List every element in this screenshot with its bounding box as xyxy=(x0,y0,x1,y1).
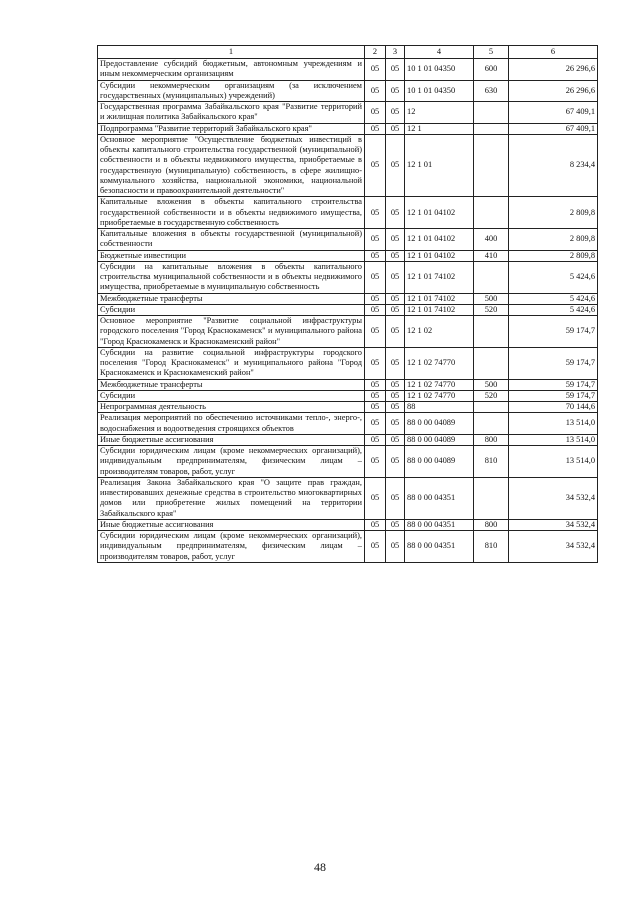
row-name-cell: Реализация Закона Забайкальского края "О защите прав граждан, инвестировавших денежные средства в строительство многоквартирных домов или приобретение жилых помещений на территории Забайкальского края" xyxy=(98,477,365,519)
table-row xyxy=(98,250,598,261)
row-section-cell: 05 xyxy=(365,519,386,530)
row-subsection-cell: 05 xyxy=(386,134,405,197)
row-target-item-cell: 12 1 02 74770 xyxy=(405,347,474,379)
table-row xyxy=(98,261,598,293)
header-col-1: 1 xyxy=(98,46,365,59)
row-expense-type-cell xyxy=(474,477,509,519)
row-name-cell: Межбюджетные трансферты xyxy=(98,293,365,304)
row-amount-cell: 34 532,4 xyxy=(509,531,598,563)
row-expense-type-cell xyxy=(474,316,509,348)
row-section-cell: 05 xyxy=(365,402,386,413)
row-name-cell: Реализация мероприятий по обеспечению источниками тепло-, энерго-, водоснабжения и водоотведения строящихся объектов xyxy=(98,413,365,435)
row-expense-type-cell: 400 xyxy=(474,229,509,251)
row-name-cell: Непрограммная деятельность xyxy=(98,402,365,413)
row-amount-cell: 2 809,8 xyxy=(509,197,598,229)
row-section-cell: 05 xyxy=(365,80,386,102)
row-target-item-cell: 12 1 02 xyxy=(405,316,474,348)
row-name-cell: Основное мероприятие "Развитие социальной инфраструктуры городского поселения "Город Краснокаменск" и муниципального района "Город Краснокаменск и Краснокаменский район" xyxy=(98,316,365,348)
row-expense-type-cell: 800 xyxy=(474,519,509,530)
row-expense-type-cell: 600 xyxy=(474,59,509,81)
row-target-item-cell: 88 0 00 04089 xyxy=(405,434,474,445)
row-name-cell: Субсидии на капитальные вложения в объекты капитального строительства муниципальной собственности и в объекты недвижимого имущества, приобретаемые в муниципальную собственность xyxy=(98,261,365,293)
row-name-cell: Предоставление субсидий бюджетным, автономным учреждениям и иным некоммерческим организациям xyxy=(98,59,365,81)
row-amount-cell: 26 296,6 xyxy=(509,59,598,81)
row-expense-type-cell: 630 xyxy=(474,80,509,102)
row-expense-type-cell: 500 xyxy=(474,293,509,304)
row-target-item-cell: 10 1 01 04350 xyxy=(405,59,474,81)
row-expense-type-cell xyxy=(474,134,509,197)
row-name-cell: Субсидии xyxy=(98,304,365,315)
row-subsection-cell: 05 xyxy=(386,123,405,134)
row-section-cell: 05 xyxy=(365,434,386,445)
row-amount-cell: 26 296,6 xyxy=(509,80,598,102)
row-target-item-cell: 12 1 xyxy=(405,123,474,134)
row-target-item-cell: 12 1 01 74102 xyxy=(405,304,474,315)
row-target-item-cell: 12 1 01 04102 xyxy=(405,229,474,251)
row-target-item-cell: 88 0 00 04089 xyxy=(405,446,474,478)
row-expense-type-cell: 500 xyxy=(474,379,509,390)
row-expense-type-cell: 410 xyxy=(474,250,509,261)
table-row xyxy=(98,293,598,304)
table-row xyxy=(98,379,598,390)
row-section-cell: 05 xyxy=(365,250,386,261)
row-expense-type-cell xyxy=(474,197,509,229)
row-subsection-cell: 05 xyxy=(386,402,405,413)
header-col-3: 3 xyxy=(386,46,405,59)
row-name-cell: Капитальные вложения в объекты капитального строительства государственной собственности и в объекты недвижимого имущества, приобретаемые в государственную собственность xyxy=(98,197,365,229)
row-target-item-cell: 88 0 00 04351 xyxy=(405,477,474,519)
row-subsection-cell: 05 xyxy=(386,446,405,478)
row-amount-cell: 8 234,4 xyxy=(509,134,598,197)
row-expense-type-cell xyxy=(474,347,509,379)
table-row xyxy=(98,434,598,445)
row-section-cell: 05 xyxy=(365,59,386,81)
row-amount-cell: 2 809,8 xyxy=(509,229,598,251)
row-amount-cell: 5 424,6 xyxy=(509,261,598,293)
header-col-4: 4 xyxy=(405,46,474,59)
row-target-item-cell: 10 1 01 04350 xyxy=(405,80,474,102)
table-row xyxy=(98,123,598,134)
row-amount-cell: 13 514,0 xyxy=(509,434,598,445)
row-subsection-cell: 05 xyxy=(386,261,405,293)
table-row xyxy=(98,519,598,530)
row-section-cell: 05 xyxy=(365,316,386,348)
row-section-cell: 05 xyxy=(365,446,386,478)
row-expense-type-cell xyxy=(474,123,509,134)
page-number: 48 xyxy=(314,860,326,874)
row-subsection-cell: 05 xyxy=(386,304,405,315)
table-row xyxy=(98,531,598,563)
row-amount-cell: 70 144,6 xyxy=(509,402,598,413)
row-subsection-cell: 05 xyxy=(386,316,405,348)
table-row xyxy=(98,80,598,102)
row-target-item-cell: 88 0 00 04351 xyxy=(405,519,474,530)
row-target-item-cell: 12 1 01 04102 xyxy=(405,197,474,229)
row-section-cell: 05 xyxy=(365,531,386,563)
header-col-2: 2 xyxy=(365,46,386,59)
row-target-item-cell: 12 xyxy=(405,102,474,124)
row-amount-cell: 59 174,7 xyxy=(509,347,598,379)
table-row xyxy=(98,402,598,413)
table-row xyxy=(98,134,598,197)
row-section-cell: 05 xyxy=(365,293,386,304)
row-amount-cell: 13 514,0 xyxy=(509,413,598,435)
row-subsection-cell: 05 xyxy=(386,59,405,81)
row-name-cell: Субсидии xyxy=(98,390,365,401)
table-row xyxy=(98,229,598,251)
row-section-cell: 05 xyxy=(365,304,386,315)
table-row xyxy=(98,347,598,379)
header-col-6: 6 xyxy=(509,46,598,59)
table-row xyxy=(98,390,598,401)
row-subsection-cell: 05 xyxy=(386,434,405,445)
row-amount-cell: 59 174,7 xyxy=(509,316,598,348)
table-row xyxy=(98,477,598,519)
row-target-item-cell: 12 1 02 74770 xyxy=(405,390,474,401)
row-expense-type-cell: 800 xyxy=(474,434,509,445)
row-target-item-cell: 88 0 00 04089 xyxy=(405,413,474,435)
row-name-cell: Субсидии некоммерческим организациям (за исключением государственных (муниципальных) учреждений) xyxy=(98,80,365,102)
row-amount-cell: 67 409,1 xyxy=(509,123,598,134)
row-expense-type-cell: 520 xyxy=(474,390,509,401)
table-row xyxy=(98,197,598,229)
row-subsection-cell: 05 xyxy=(386,413,405,435)
row-subsection-cell: 05 xyxy=(386,250,405,261)
row-name-cell: Бюджетные инвестиции xyxy=(98,250,365,261)
table-row xyxy=(98,304,598,315)
row-section-cell: 05 xyxy=(365,197,386,229)
row-amount-cell: 2 809,8 xyxy=(509,250,598,261)
table-row xyxy=(98,316,598,348)
row-subsection-cell: 05 xyxy=(386,80,405,102)
table-body xyxy=(98,59,598,563)
row-target-item-cell: 88 0 00 04351 xyxy=(405,531,474,563)
row-section-cell: 05 xyxy=(365,261,386,293)
table-row xyxy=(98,59,598,81)
table-row xyxy=(98,446,598,478)
row-name-cell: Подпрограмма "Развитие территорий Забайкальского края" xyxy=(98,123,365,134)
row-section-cell: 05 xyxy=(365,379,386,390)
row-expense-type-cell xyxy=(474,413,509,435)
row-subsection-cell: 05 xyxy=(386,197,405,229)
row-expense-type-cell: 810 xyxy=(474,531,509,563)
table-row xyxy=(98,413,598,435)
row-subsection-cell: 05 xyxy=(386,347,405,379)
row-section-cell: 05 xyxy=(365,347,386,379)
row-subsection-cell: 05 xyxy=(386,379,405,390)
row-subsection-cell: 05 xyxy=(386,390,405,401)
table-row xyxy=(98,102,598,124)
row-amount-cell: 34 532,4 xyxy=(509,477,598,519)
budget-table xyxy=(97,45,598,563)
row-expense-type-cell: 810 xyxy=(474,446,509,478)
row-section-cell: 05 xyxy=(365,477,386,519)
row-section-cell: 05 xyxy=(365,123,386,134)
row-name-cell: Капитальные вложения в объекты государственной (муниципальной) собственности xyxy=(98,229,365,251)
row-name-cell: Иные бюджетные ассигнования xyxy=(98,519,365,530)
row-target-item-cell: 12 1 01 04102 xyxy=(405,250,474,261)
row-name-cell: Межбюджетные трансферты xyxy=(98,379,365,390)
row-name-cell: Иные бюджетные ассигнования xyxy=(98,434,365,445)
row-amount-cell: 5 424,6 xyxy=(509,293,598,304)
row-section-cell: 05 xyxy=(365,134,386,197)
row-subsection-cell: 05 xyxy=(386,531,405,563)
row-subsection-cell: 05 xyxy=(386,477,405,519)
row-name-cell: Субсидии юридическим лицам (кроме некоммерческих организаций), индивидуальным предпринимателям, физическим лицам – производителям товаров, работ, услуг xyxy=(98,446,365,478)
header-col-5: 5 xyxy=(474,46,509,59)
row-target-item-cell: 12 1 01 xyxy=(405,134,474,197)
row-expense-type-cell xyxy=(474,102,509,124)
row-subsection-cell: 05 xyxy=(386,519,405,530)
row-name-cell: Государственная программа Забайкальского края "Развитие территорий и жилищная политика Забайкальского края" xyxy=(98,102,365,124)
row-name-cell: Основное мероприятие "Осуществление бюджетных инвестиций в объекты капитального строительства государственной (муниципальной) собственности и в объекты недвижимого имущества, приобретаемые в государственную (муниципальную) собственность, в сфере жилищно-коммунального хозяйства, национальной экономики, национальной безопасности и правоохранительной деятельности" xyxy=(98,134,365,197)
row-name-cell: Субсидии на развитие социальной инфраструктуры городского поселения "Город Краснокаменск" и муниципального района "Город Краснокаменск и Краснокаменский район" xyxy=(98,347,365,379)
row-section-cell: 05 xyxy=(365,102,386,124)
row-expense-type-cell xyxy=(474,402,509,413)
row-target-item-cell: 88 xyxy=(405,402,474,413)
row-target-item-cell: 12 1 01 74102 xyxy=(405,261,474,293)
row-expense-type-cell xyxy=(474,261,509,293)
row-subsection-cell: 05 xyxy=(386,102,405,124)
row-amount-cell: 59 174,7 xyxy=(509,390,598,401)
row-target-item-cell: 12 1 02 74770 xyxy=(405,379,474,390)
row-name-cell: Субсидии юридическим лицам (кроме некоммерческих организаций), индивидуальным предпринимателям, физическим лицам – производителям товаров, работ, услуг xyxy=(98,531,365,563)
row-subsection-cell: 05 xyxy=(386,293,405,304)
row-amount-cell: 59 174,7 xyxy=(509,379,598,390)
row-amount-cell: 13 514,0 xyxy=(509,446,598,478)
row-amount-cell: 34 532,4 xyxy=(509,519,598,530)
row-target-item-cell: 12 1 01 74102 xyxy=(405,293,474,304)
row-section-cell: 05 xyxy=(365,390,386,401)
row-amount-cell: 5 424,6 xyxy=(509,304,598,315)
row-subsection-cell: 05 xyxy=(386,229,405,251)
row-expense-type-cell: 520 xyxy=(474,304,509,315)
row-section-cell: 05 xyxy=(365,229,386,251)
row-amount-cell: 67 409,1 xyxy=(509,102,598,124)
row-section-cell: 05 xyxy=(365,413,386,435)
header-row xyxy=(98,46,598,59)
